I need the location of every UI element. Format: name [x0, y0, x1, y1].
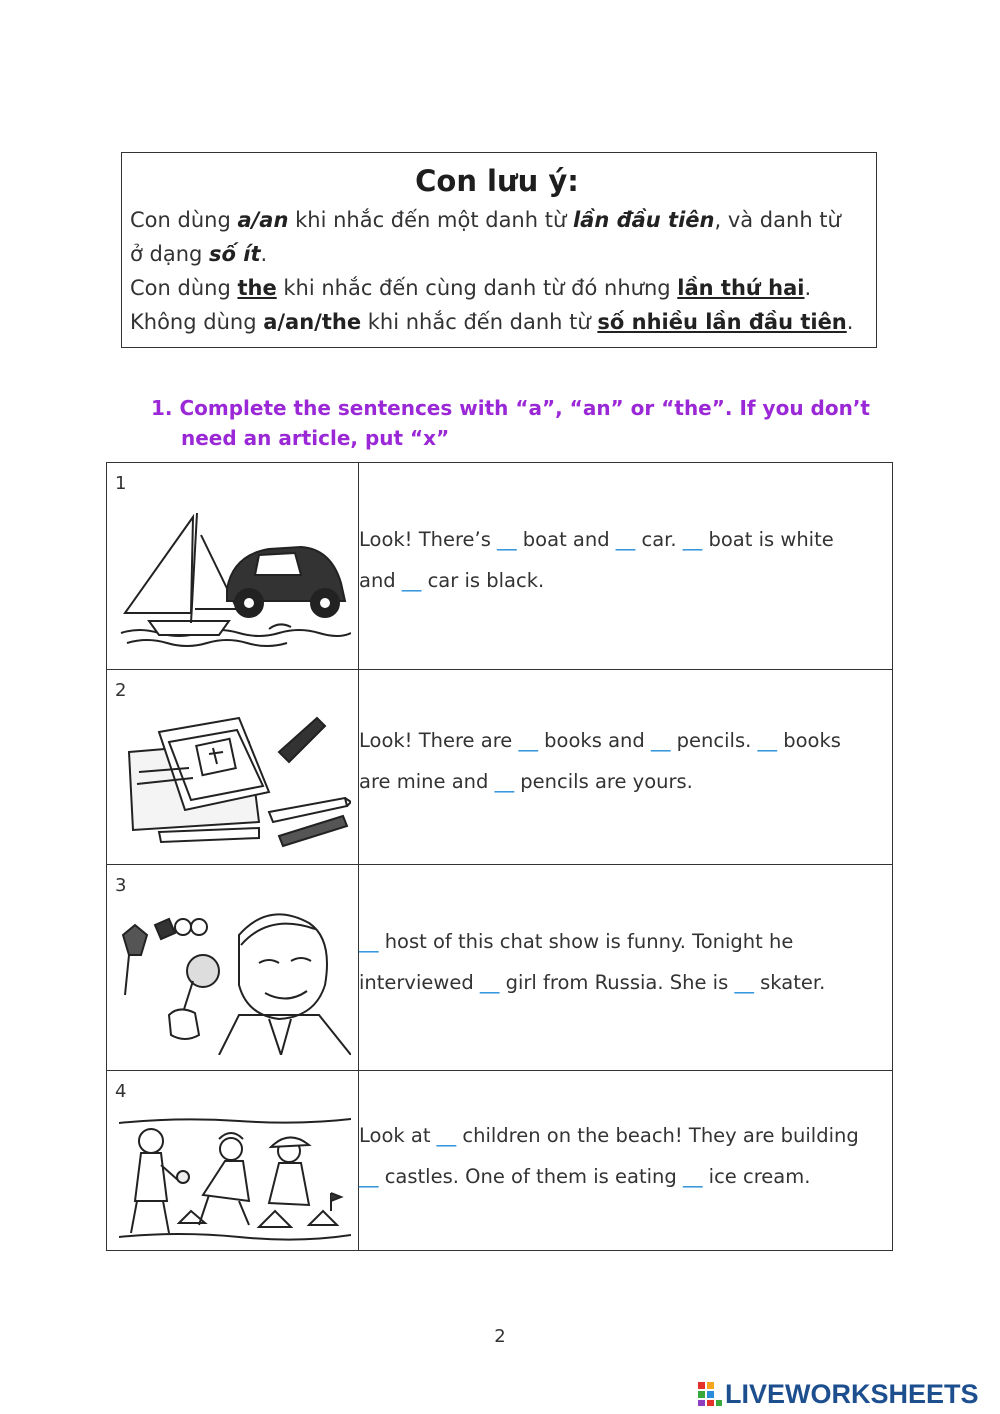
exercise-number: 2	[115, 680, 127, 701]
answer-blank[interactable]: __	[734, 971, 754, 994]
page-number: 2	[494, 1326, 506, 1347]
sentence-text: Look! There are	[359, 729, 519, 752]
sentence-text: car.	[635, 528, 683, 551]
answer-blank[interactable]: __	[497, 528, 517, 551]
sentence-text: pencils are yours.	[514, 770, 693, 793]
note-emphasis: lần đầu tiên	[572, 208, 715, 232]
sentence-text: books and	[537, 729, 651, 752]
sentence-text: are mine and	[359, 770, 495, 793]
note-text: Không dùng	[130, 310, 264, 334]
sentence-text: children on the beach! They are building	[456, 1124, 859, 1147]
sentence-line	[359, 921, 892, 962]
exercise-row-1	[107, 463, 893, 670]
sentence-text: host of this chat show is funny. Tonight he	[378, 930, 794, 953]
picture-cell	[107, 865, 359, 1071]
sentence-text: books	[777, 729, 841, 752]
picture-cell	[107, 463, 359, 670]
chat-show-host-drawing-icon	[119, 905, 351, 1055]
sentence-text: Look at	[359, 1124, 437, 1147]
sentence-text: boat and	[516, 528, 616, 551]
exercise-instruction	[151, 393, 871, 453]
answer-blank[interactable]: __	[682, 1165, 703, 1188]
answer-blank[interactable]: __	[494, 770, 515, 793]
sentence-line	[359, 560, 892, 601]
note-text: Con dùng	[130, 276, 238, 300]
note-emphasis: a/an/the	[263, 310, 362, 334]
exercise-number: 4	[115, 1081, 127, 1102]
sentence-text: girl from Russia. She is	[499, 971, 735, 994]
note-line-4	[130, 305, 864, 339]
exercise-row-4	[107, 1071, 893, 1251]
sentence-line	[359, 962, 892, 1003]
answer-blank[interactable]: __	[359, 930, 379, 953]
sentence-cell	[359, 463, 893, 670]
sentence-text: and	[359, 569, 402, 592]
note-text: .	[846, 310, 854, 334]
sentence-text: castles. One of them is eating	[378, 1165, 683, 1188]
note-line-1	[130, 203, 864, 237]
note-emphasis: số nhiều lần đầu tiên	[597, 310, 847, 334]
note-text: , và danh từ	[714, 208, 841, 232]
picture-cell	[107, 1071, 359, 1251]
brand-name: LIVEWORKSHEETS	[725, 1378, 979, 1409]
liveworksheets-logo-icon	[697, 1381, 723, 1407]
answer-blank[interactable]: __	[401, 569, 422, 592]
instruction-line-1: 1. Complete the sentences with “a”, “an” or “the”. If you don’t	[151, 396, 870, 420]
note-emphasis: a/an	[237, 208, 289, 232]
books-and-pencils-drawing-icon	[119, 712, 351, 852]
answer-blank[interactable]: __	[359, 1165, 379, 1188]
sentence-text: car is black.	[421, 569, 545, 592]
exercise-row-2	[107, 670, 893, 865]
sentence-line	[359, 761, 892, 802]
boat-and-car-drawing-icon	[119, 505, 351, 655]
children-on-beach-drawing-icon	[119, 1115, 351, 1243]
note-text: .	[804, 276, 812, 300]
note-text: khi nhắc đến một danh từ	[288, 208, 573, 232]
sentence-line	[359, 1115, 892, 1156]
note-line-3	[130, 271, 864, 305]
exercise-table	[106, 462, 893, 1251]
answer-blank[interactable]: __	[757, 729, 778, 752]
note-box	[121, 152, 877, 348]
answer-blank[interactable]: __	[615, 528, 636, 551]
note-title: Con lưu ý:	[415, 164, 579, 198]
sentence-text: interviewed	[359, 971, 480, 994]
liveworksheets-brand[interactable]	[697, 1378, 979, 1410]
sentence-text: skater.	[753, 971, 826, 994]
sentence-text: ice cream.	[702, 1165, 811, 1188]
answer-blank[interactable]: __	[518, 729, 538, 752]
note-emphasis: the	[237, 276, 277, 300]
instruction-line-2: need an article, put “x”	[181, 426, 450, 450]
exercise-number: 3	[115, 875, 127, 896]
note-text: Con dùng	[130, 208, 238, 232]
exercise-row-3	[107, 865, 893, 1071]
note-line-2	[130, 237, 864, 271]
answer-blank[interactable]: __	[436, 1124, 457, 1147]
sentence-cell	[359, 670, 893, 865]
answer-blank[interactable]: __	[682, 528, 703, 551]
answer-blank[interactable]: __	[479, 971, 500, 994]
sentence-line	[359, 1156, 892, 1197]
exercise-number: 1	[115, 473, 127, 494]
note-text: khi nhắc đến cùng danh từ đó nhưng	[276, 276, 678, 300]
note-text: .	[260, 242, 268, 266]
sentence-text: boat is white	[702, 528, 834, 551]
sentence-cell	[359, 1071, 893, 1251]
answer-blank[interactable]: __	[650, 729, 671, 752]
sentence-line	[359, 519, 892, 560]
note-emphasis: số ít	[209, 242, 261, 266]
sentence-line	[359, 720, 892, 761]
picture-cell	[107, 670, 359, 865]
note-emphasis: lần thứ hai	[677, 276, 805, 300]
sentence-text: pencils.	[670, 729, 758, 752]
note-text: ở dạng	[130, 242, 210, 266]
note-text: khi nhắc đến danh từ	[361, 310, 598, 334]
sentence-cell	[359, 865, 893, 1071]
sentence-text: Look! There’s	[359, 528, 498, 551]
